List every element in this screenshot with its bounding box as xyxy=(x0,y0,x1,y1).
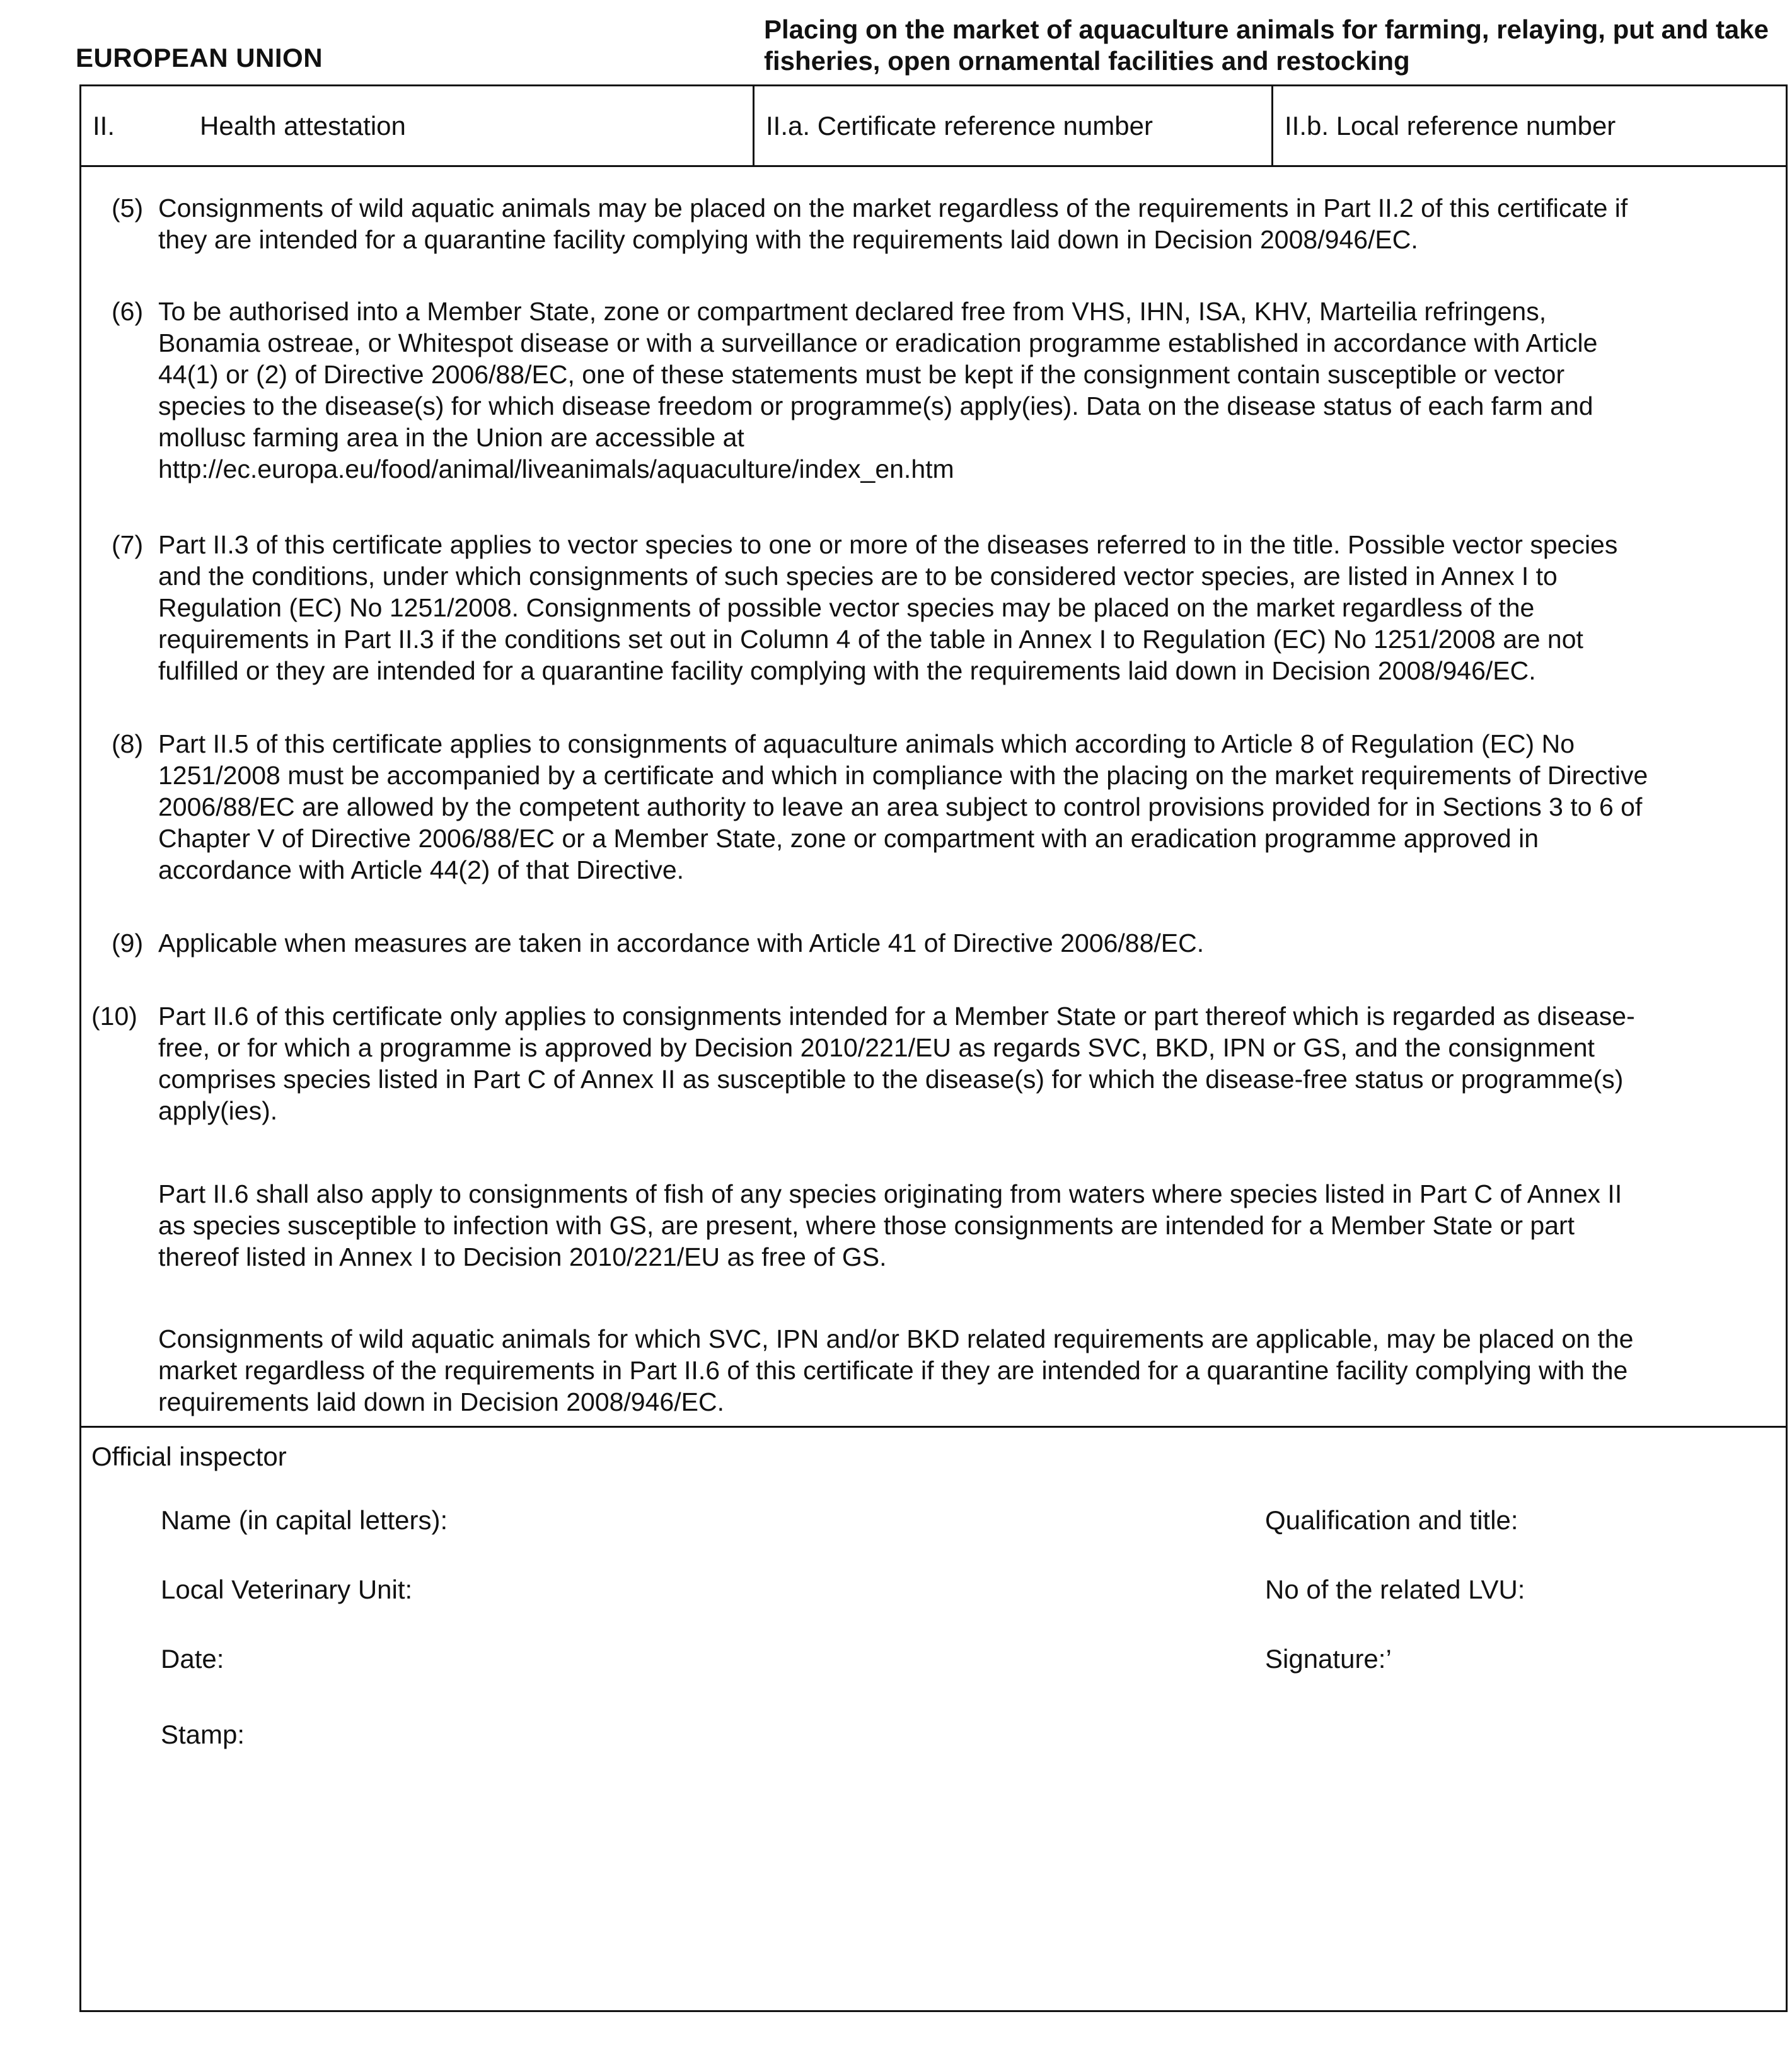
note-line: Chapter V of Directive 2006/88/EC or a Member State, zone or compartment with an eradication programme approved in xyxy=(158,824,1539,853)
note-10-paragraph-wild xyxy=(158,1323,1777,1418)
stamp-label: Stamp: xyxy=(161,1720,245,1749)
certificate-title: Placing on the market of aquaculture animals for farming, relaying, put and take fisheries, open ornamental facilities and restocking xyxy=(764,14,1769,76)
note-line: Part II.6 shall also apply to consignments of fish of any species originating from waters where species listed in Part C of Annex II xyxy=(158,1179,1622,1208)
local-veterinary-unit-label: Local Veterinary Unit: xyxy=(161,1575,413,1604)
certificate-reference-label: II.a. Certificate reference number xyxy=(766,111,1153,141)
signature-label: Signature:’ xyxy=(1265,1644,1392,1674)
section-label: Health attestation xyxy=(200,111,406,141)
note-line: Bonamia ostreae, or Whitespot disease or with a surveillance or eradication programme established in accordance with Article xyxy=(158,328,1598,357)
note-line: Consignments of wild aquatic animals for which SVC, IPN and/or BKD related requirements are applicable, may be placed on the xyxy=(158,1324,1634,1353)
union-title: EUROPEAN UNION xyxy=(76,43,323,72)
qualification-label: Qualification and title: xyxy=(1265,1505,1518,1535)
note-line: thereof listed in Annex I to Decision 2010/221/EU as free of GS. xyxy=(158,1242,887,1271)
note-line: 2006/88/EC are allowed by the competent authority to leave an area subject to control provisions provided for in Sections 3 to 6 of xyxy=(158,792,1643,821)
official-inspector-section xyxy=(81,1428,1786,2010)
note-number: (5) xyxy=(112,194,144,223)
note-text xyxy=(158,529,1777,686)
note-url: http://ec.europa.eu/food/animal/liveanimals/aquaculture/index_en.htm xyxy=(158,454,954,483)
note-line: they are intended for a quarantine facility complying with the requirements laid down in Decision 2008/946/EC. xyxy=(158,225,1418,254)
section-number: II. xyxy=(93,111,115,141)
note-line: Part II.6 of this certificate only applies to consignments intended for a Member State or part thereof which is regarded as disease- xyxy=(158,1002,1635,1031)
note-line: and the conditions, under which consignments of such species are to be considered vector species, are listed in Annex I to xyxy=(158,562,1558,591)
name-label: Name (in capital letters): xyxy=(161,1505,448,1535)
inspector-title: Official inspector xyxy=(91,1442,287,1471)
note-text xyxy=(158,728,1777,886)
note-line: Regulation (EC) No 1251/2008. Consignments of possible vector species may be placed on the market regardless of the xyxy=(158,593,1535,622)
note-line: free, or for which a programme is approved by Decision 2010/221/EU as regards SVC, BKD, IPN or GS, and the consignment xyxy=(158,1033,1595,1062)
note-line: mollusc farming area in the Union are accessible at xyxy=(158,423,744,452)
note-line: requirements in Part II.3 if the conditions set out in Column 4 of the table in Annex I to Regulation (EC) No 1251/2008 are not xyxy=(158,625,1583,654)
note-text xyxy=(158,1000,1777,1126)
note-line: requirements laid down in Decision 2008/946/EC. xyxy=(158,1387,724,1416)
local-reference-cell xyxy=(1273,86,1786,165)
note-line: Consignments of wild aquatic animals may be placed on the market regardless of the requirements in Part II.2 of this certificate if xyxy=(158,194,1628,223)
certificate-frame xyxy=(79,84,1788,2012)
note-number: (6) xyxy=(112,297,144,326)
note-line: as species susceptible to infection with GS, are present, where those consignments are intended for a Member State or part xyxy=(158,1211,1575,1240)
note-number: (7) xyxy=(112,530,144,559)
note-line: 1251/2008 must be accompanied by a certificate and which in compliance with the placing on the market requirements of Directive xyxy=(158,761,1648,790)
note-text xyxy=(158,296,1777,485)
notes-section xyxy=(81,167,1786,1428)
local-reference-label: II.b. Local reference number xyxy=(1285,111,1616,141)
note-line: species to the disease(s) for which disease freedom or programme(s) apply(ies). Data on the disease status of each farm and xyxy=(158,391,1593,420)
note-10-paragraph-gs xyxy=(158,1178,1777,1273)
certificate-reference-cell xyxy=(754,86,1273,165)
note-number: (8) xyxy=(112,729,144,758)
lvu-number-label: No of the related LVU: xyxy=(1265,1575,1525,1604)
note-number: (10) xyxy=(91,1002,137,1031)
section-heading-cell xyxy=(81,86,754,165)
section-header-row xyxy=(81,86,1786,167)
note-number: (9) xyxy=(112,929,144,957)
note-line: accordance with Article 44(2) of that Directive. xyxy=(158,855,685,884)
note-line: market regardless of the requirements in Part II.6 of this certificate if they are intended for a quarantine facility complying with the xyxy=(158,1356,1628,1385)
note-line: fulfilled or they are intended for a quarantine facility complying with the requirements laid down in Decision 2008/946/EC. xyxy=(158,656,1536,685)
note-line: 44(1) or (2) of Directive 2006/88/EC, one of these statements must be kept if the consignment contain susceptible or vector xyxy=(158,360,1565,389)
note-line: apply(ies). xyxy=(158,1096,278,1125)
note-line: Applicable when measures are taken in accordance with Article 41 of Directive 2006/88/EC. xyxy=(158,929,1205,957)
note-text xyxy=(158,192,1777,255)
note-text xyxy=(158,927,1777,959)
note-line: Part II.3 of this certificate applies to vector species to one or more of the diseases referred to in the title. Possible vector species xyxy=(158,530,1618,559)
note-line: comprises species listed in Part C of Annex II as susceptible to the disease(s) for which the disease-free status or programme(s) xyxy=(158,1065,1624,1094)
date-label: Date: xyxy=(161,1644,224,1674)
note-line: To be authorised into a Member State, zone or compartment declared free from VHS, IHN, ISA, KHV, Marteilia refringens, xyxy=(158,297,1547,326)
note-line: Part II.5 of this certificate applies to consignments of aquaculture animals which according to Article 8 of Regulation (EC) No xyxy=(158,729,1575,758)
